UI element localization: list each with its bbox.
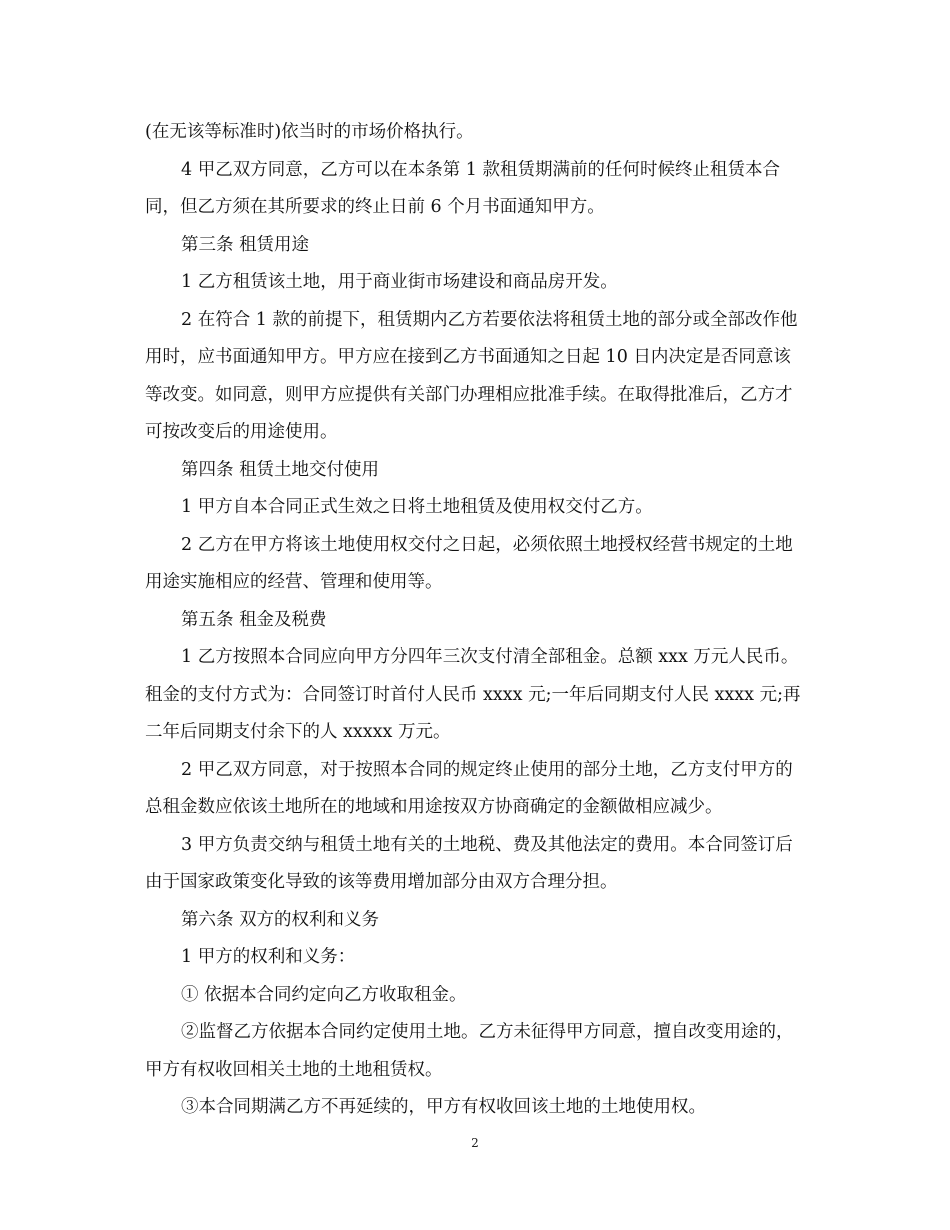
paragraph-12: 3 甲方负责交纳与租赁土地有关的土地税、费及其他法定的费用。本合同签订后由于国家政策变化导致的该等费用增加部分由双方合理分担。 xyxy=(145,834,793,892)
paragraph-2: 4 甲乙双方同意，乙方可以在本条第 1 款租赁期满前的任何时候终止租赁本合同，但乙方须在其所要求的终止日前 6 个月书面通知甲方。 xyxy=(145,159,780,217)
paragraph-14: 1 甲方的权利和义务： xyxy=(181,947,356,967)
paragraph-4: 1 乙方租赁该土地，用于商业街市场建设和商品房开发。 xyxy=(181,272,618,292)
paragraph-11: 2 甲乙双方同意，对于按照本合同的规定终止使用的部分土地，乙方支付甲方的总租金数应依该土地所在的地域和用途按双方协商确定的金额做相应减少。 xyxy=(145,759,793,817)
section-heading-article-4: 第四条 租赁土地交付使用 xyxy=(181,459,380,480)
paragraph-1: (在无该等标准时)依当时的市场价格执行。 xyxy=(145,122,474,142)
paragraph-5: 2 在符合 1 款的前提下，租赁期内乙方若要依法将租赁土地的部分或全部改作他用时，应书面通知甲方。甲方应在接到乙方书面通知之日起 10 日内决定是否同意该等改变。如同意，则甲方应提供有关部门办理相应批准手续。在取得批准后，乙方才可按改变后的用途使用。 xyxy=(145,309,798,442)
paragraph-10: 1 乙方按照本合同应向甲方分四年三次支付清全部租金。总额 xxx 万元人民币。租金的支付方式为：合同签订时首付人民币 xxxx 元;一年后同期支付人民 xxxx 元;再二年后同期支付余下的人 xxxxx 万元。 xyxy=(145,647,801,742)
paragraph-8: 2 乙方在甲方将该土地使用权交付之日起，必须依照土地授权经营书规定的土地用途实施相应的经营、管理和使用等。 xyxy=(145,534,793,592)
paragraph-16: ②监督乙方依据本合同约定使用土地。乙方未征得甲方同意，擅自改变用途的，甲方有权收回相关土地的土地租赁权。 xyxy=(145,1022,794,1080)
paragraph-7: 1 甲方自本合同正式生效之日将土地租赁及使用权交付乙方。 xyxy=(181,497,653,517)
paragraph-15: ① 依据本合同约定向乙方收取租金。 xyxy=(181,984,467,1005)
section-heading-article-6: 第六条 双方的权利和义务 xyxy=(181,909,380,930)
section-heading-article-5: 第五条 租金及税费 xyxy=(181,609,327,630)
document-body xyxy=(145,114,805,1127)
page-number: 2 xyxy=(471,1136,479,1150)
section-heading-article-3: 第三条 租赁用途 xyxy=(181,234,310,255)
paragraph-17: ③本合同期满乙方不再延续的，甲方有权收回该土地的土地使用权。 xyxy=(181,1097,706,1117)
